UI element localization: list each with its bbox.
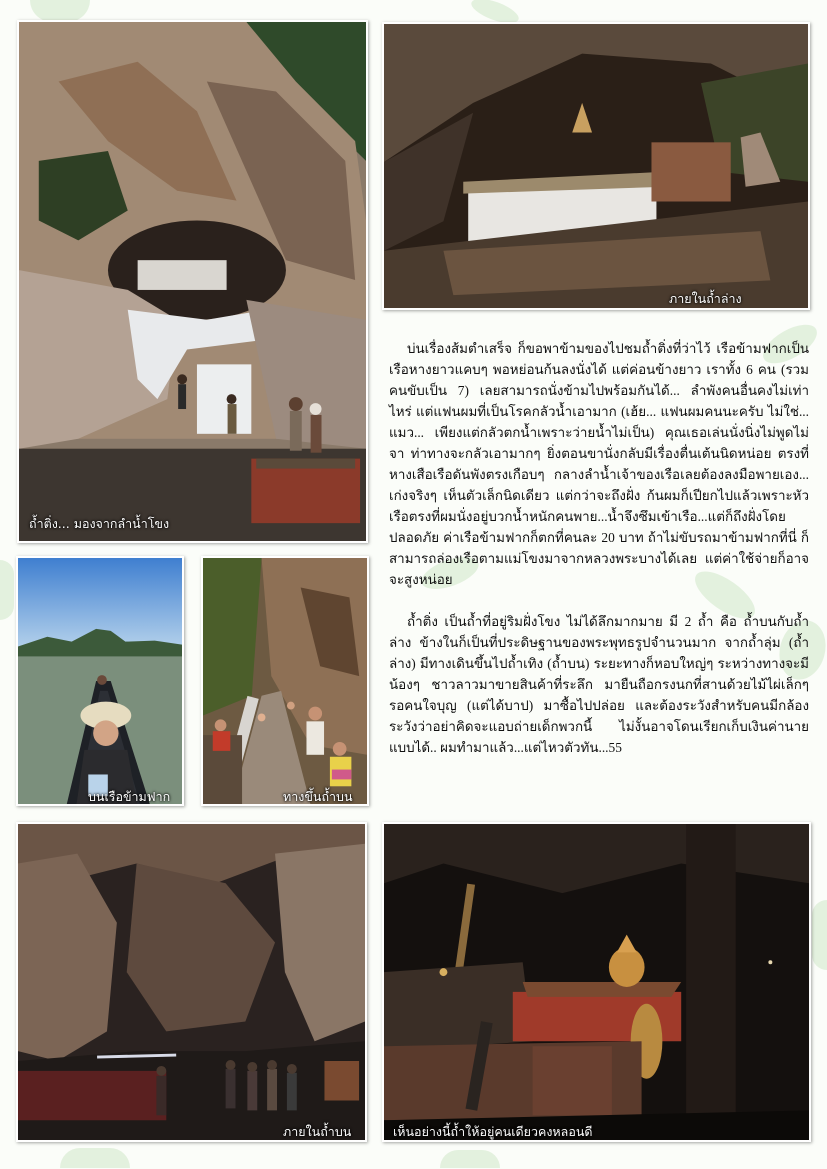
photo-ferry-boat xyxy=(16,556,184,806)
leaf-decoration xyxy=(812,900,827,970)
caption-stairs: ทางขึ้นถ้ำบน xyxy=(283,789,353,804)
photo-upper-cave xyxy=(16,822,367,1142)
buddha-statues-illustration xyxy=(384,824,809,1140)
article-paragraph: บ่นเรื่องส้มตำเสร็จ ก็ขอพาข้ามของไปชมถ้ำติ่งที่ว่าไว้ เรือข้ามฟากเป็นเรือหางยาวแคบๆ พอหย่อนก้นลงนั่งได้ แต่ค่อนข้างยาว เราทั้ง 6 คน (รวมคนขับเป็น 7) เลยสามารถนั่งข้ามไปพร้อมกันได้... ลำพังคนอื่นคงไม่เท่าไหร่ แต่แฟนผมที่เป็นโรคกลัวน้ำเอามาก (เฮ้ย... แฟนผมคนนะครับ ไม่ใช่... แมว... เพียงแต่กลัวตกน้ำเพราะว่ายน้ำไม่เป็น) คุณเธอเล่นนั่งนิ่งไม่พูดไม่จา ท่าทางจะกลัวเอามากๆ ยิ่งตอนขานั่งกลับมีเรื่องตื่นเต้นนิดหน่อย ตรงที่หางเสือเรือดันพังตรงเกือบๆ กลางลำน้ำเจ้าของเรือเลยต้องลงมือพายเอง... เก่งจริงๆ เห็นตัวเล็กนิดเดียว แต่กว่าจะถึงฝั่ง ก้นผมก็เปียกไปแล้วเพราะหัวเรือตรงที่ผมนั่งอยู่บวกน้ำหนักคนพาย...น้ำจึงซึมเข้าเรือ...แต่ก็ถึงฝั่งโดยปลอดภัย ค่าเรือข้ามฟากก็ตกที่คนละ 20 บาท ถ้าไม่ขับรถมาข้ามฟากที่นี่ ก็สามารถล่องเรือตามแม่โขงมาจากหลวงพระบางได้เลย แต่ค่าใช้จ่ายก็อาจจะสูงหน่อย xyxy=(389,341,809,587)
photo-cliff-from-river xyxy=(17,20,368,543)
upper-cave-illustration xyxy=(18,824,365,1140)
caption-boat: บนเรือข้ามฟาก xyxy=(88,789,171,804)
photo-lower-cave xyxy=(382,22,810,310)
ferry-boat-illustration xyxy=(18,558,182,804)
caption-buddha: เห็นอย่างนี้ถ้ำให้อยู่คนเดียวคงหลอนดี xyxy=(393,1124,593,1139)
leaf-decoration xyxy=(0,560,14,620)
cliff-illustration xyxy=(19,22,366,541)
leaf-decoration xyxy=(60,1148,130,1168)
caption-lower-cave: ภายในถ้ำล่าง xyxy=(669,291,742,306)
leaf-decoration xyxy=(30,0,90,22)
article-paragraph: ถ้ำติ่ง เป็นถ้ำที่อยู่ริมฝั่งโขง ไม่ได้ลึกมากมาย มี 2 ถ้ำ คือ ถ้ำบนกับถ้ำล่าง ข้างในก็เป็นที่ประดิษฐานของพระพุทธรูปจำนวนมาก จากถ้ำลุ่ม (ถ้ำล่าง) มีทางเดินขึ้นไปถ้ำเทิง (ถ้ำบน) ระยะทางก็หอบใหญ่ๆ ระหว่างทางจะมีน้องๆ ชาวลาวมาขายสินค้าที่ระลึก มายืนถือกรงนกที่สานด้วยไม้ไผ่เล็กๆ รอคนใจบุญ (แต่ได้บาป) มาซื้อไปปล่อย และต้องระวังสำหรับคนมีกล้อง ระวังว่าอย่าคิดจะแอบถ่ายเด็กพวกนี้ ไม่งั้นอาจโดนเรียกเก็บเงินค่านายแบบได้.. ผมทำมาแล้ว...แต่ไหวตัวทัน...55 xyxy=(389,614,809,755)
leaf-decoration xyxy=(440,1150,500,1168)
article-body xyxy=(389,338,809,758)
lower-cave-illustration xyxy=(384,24,808,308)
caption-cliff: ถ้ำติ่ง... มองจากลำน้ำโขง xyxy=(29,516,170,531)
photo-stairs-upper-cave xyxy=(201,556,369,806)
stairs-illustration xyxy=(203,558,367,804)
caption-upper-cave: ภายในถ้ำบน xyxy=(283,1124,352,1139)
photo-buddha-statues xyxy=(382,822,811,1142)
